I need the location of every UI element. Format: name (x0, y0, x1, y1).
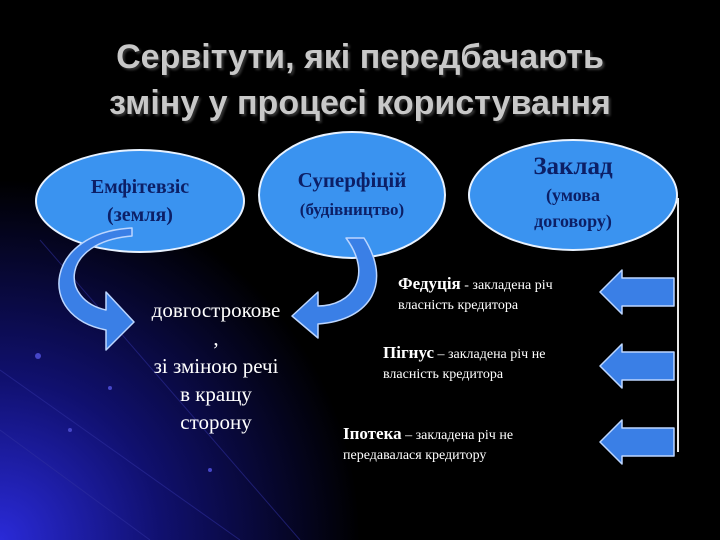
oval-pledge-title: Заклад (533, 152, 613, 180)
item-pignus-text: – закладена річ не власність кредитора (383, 347, 546, 382)
oval-pledge-subtitle-2: договору) (534, 210, 612, 231)
oval-emphyteusis-subtitle: (земля) (107, 204, 173, 226)
center-line-4: в кращу (180, 382, 252, 406)
item-pignus (383, 343, 603, 385)
center-line-1: довгострокове (151, 298, 281, 322)
title-line-1: Сервітути, які передбачають (116, 38, 604, 76)
item-hypotheca-term: Іпотека (343, 424, 402, 443)
item-pignus-term: Пігнус (383, 343, 434, 362)
slide-title (0, 34, 720, 126)
item-fiducia-term: Федуція (398, 274, 461, 293)
oval-pledge-subtitle-1: (умова (545, 184, 601, 205)
oval-superficies (258, 131, 446, 259)
connector-line (677, 198, 679, 452)
center-description (126, 296, 306, 436)
center-line-3: зі зміною речі (153, 354, 279, 378)
oval-superficies-title: Суперфіцій (297, 168, 407, 192)
item-hypotheca (343, 424, 593, 466)
oval-superficies-subtitle: (будівництво) (299, 200, 405, 219)
item-hypotheca-text: – закладена річ не передавалася кредитору (343, 428, 514, 463)
oval-pledge (468, 139, 678, 251)
oval-emphyteusis-title: Емфітевзіс (90, 176, 190, 198)
title-line-2: зміну у процесі користування (109, 84, 611, 122)
item-fiducia (398, 274, 598, 316)
item-fiducia-text: - закладена річ власність кредитора (398, 278, 553, 313)
center-line-5: сторону (180, 410, 252, 434)
center-line-2: , (213, 326, 219, 350)
oval-emphyteusis (35, 149, 245, 253)
